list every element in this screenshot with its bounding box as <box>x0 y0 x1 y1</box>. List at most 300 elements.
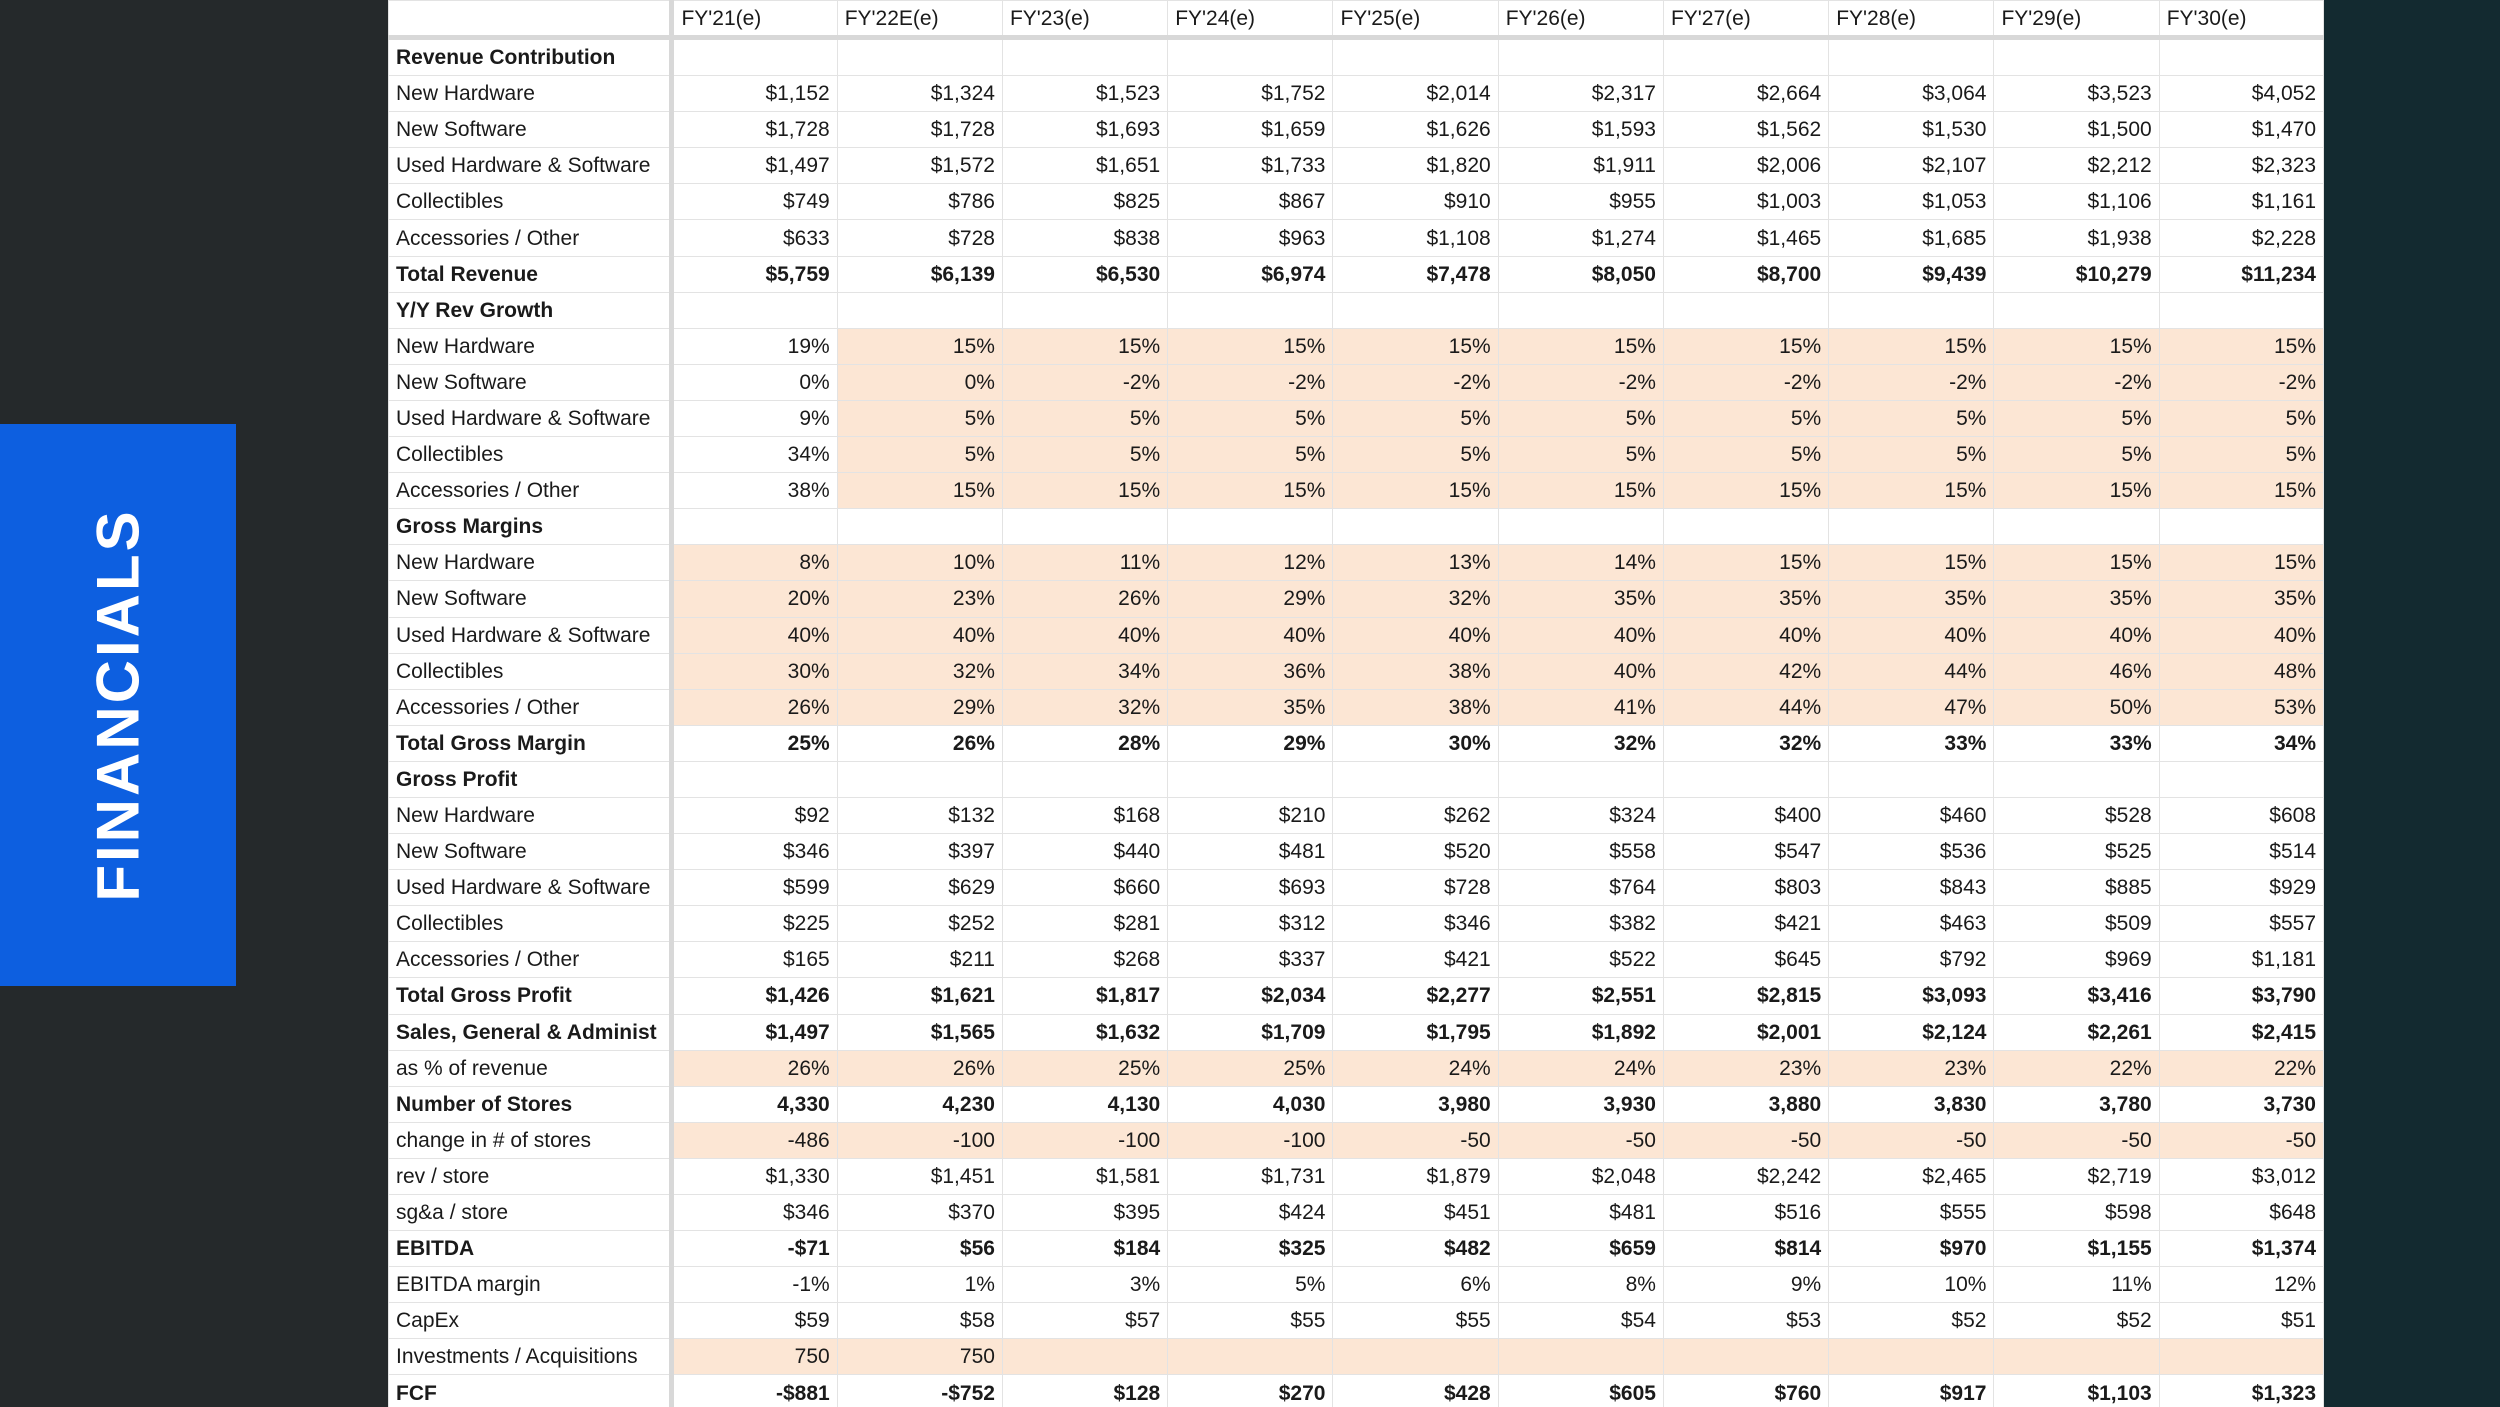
table-cell: $460 <box>1829 797 1994 833</box>
table-cell: 5% <box>1829 400 1994 436</box>
row-label: New Software <box>389 581 672 617</box>
table-cell: $792 <box>1829 942 1994 978</box>
table-cell: 38% <box>672 473 837 509</box>
table-cell <box>1168 761 1333 797</box>
column-header: FY'26(e) <box>1498 1 1663 38</box>
column-header: FY'30(e) <box>2159 1 2323 38</box>
table-cell <box>1994 292 2159 328</box>
table-cell: 3,980 <box>1333 1086 1498 1122</box>
table-cell <box>1663 509 1828 545</box>
table-cell: $10,279 <box>1994 256 2159 292</box>
table-cell: 5% <box>837 437 1002 473</box>
row-label: Gross Margins <box>389 509 672 545</box>
table-cell: $6,974 <box>1168 256 1333 292</box>
financials-sheet <box>388 0 2324 1407</box>
table-cell: 40% <box>1663 617 1828 653</box>
table-row <box>389 870 2324 906</box>
table-row <box>389 400 2324 436</box>
row-label: New Software <box>389 834 672 870</box>
header-corner-cell <box>389 1 672 38</box>
table-cell: 750 <box>837 1339 1002 1375</box>
table-cell: $1,465 <box>1663 220 1828 256</box>
table-row <box>389 653 2324 689</box>
table-cell: 3% <box>1002 1267 1167 1303</box>
table-cell: $648 <box>2159 1195 2323 1231</box>
table-cell: 50% <box>1994 689 2159 725</box>
table-cell: $1,593 <box>1498 112 1663 148</box>
table-cell: $337 <box>1168 942 1333 978</box>
table-cell: $843 <box>1829 870 1994 906</box>
table-row <box>389 797 2324 833</box>
table-cell: $1,659 <box>1168 112 1333 148</box>
table-cell: 40% <box>1002 617 1167 653</box>
table-cell: $463 <box>1829 906 1994 942</box>
table-cell: $324 <box>1498 797 1663 833</box>
row-label: Accessories / Other <box>389 689 672 725</box>
table-cell <box>672 38 837 76</box>
table-cell: 34% <box>1002 653 1167 689</box>
table-cell <box>1002 38 1167 76</box>
table-cell: -2% <box>1829 364 1994 400</box>
table-cell: $370 <box>837 1195 1002 1231</box>
table-cell: $312 <box>1168 906 1333 942</box>
table-cell: 25% <box>672 725 837 761</box>
table-cell: 9% <box>672 400 837 436</box>
table-cell: 15% <box>1994 473 2159 509</box>
table-cell: $1,330 <box>672 1158 837 1194</box>
table-cell: 13% <box>1333 545 1498 581</box>
table-cell: 5% <box>1002 400 1167 436</box>
table-cell: -50 <box>1829 1122 1994 1158</box>
table-cell: $917 <box>1829 1375 1994 1407</box>
table-cell: 5% <box>2159 437 2323 473</box>
table-cell: 3,830 <box>1829 1086 1994 1122</box>
table-cell: $760 <box>1663 1375 1828 1407</box>
table-cell: $633 <box>672 220 837 256</box>
column-header: FY'25(e) <box>1333 1 1498 38</box>
column-header: FY'27(e) <box>1663 1 1828 38</box>
table-cell: $1,523 <box>1002 76 1167 112</box>
row-label: rev / store <box>389 1158 672 1194</box>
table-cell: $1,497 <box>672 148 837 184</box>
table-cell: $558 <box>1498 834 1663 870</box>
table-cell: $1,053 <box>1829 184 1994 220</box>
table-cell: 40% <box>1498 617 1663 653</box>
table-cell: $1,879 <box>1333 1158 1498 1194</box>
table-cell: $1,500 <box>1994 112 2159 148</box>
table-cell: $2,815 <box>1663 978 1828 1014</box>
table-cell: $92 <box>672 797 837 833</box>
table-row <box>389 834 2324 870</box>
table-cell: $645 <box>1663 942 1828 978</box>
table-row <box>389 473 2324 509</box>
column-header: FY'28(e) <box>1829 1 1994 38</box>
table-row <box>389 256 2324 292</box>
row-label: Used Hardware & Software <box>389 148 672 184</box>
table-cell: -50 <box>1333 1122 1498 1158</box>
column-header: FY'23(e) <box>1002 1 1167 38</box>
table-cell: $252 <box>837 906 1002 942</box>
table-cell: -2% <box>1333 364 1498 400</box>
table-cell: 5% <box>837 400 1002 436</box>
table-cell: 15% <box>1663 328 1828 364</box>
table-cell: $132 <box>837 797 1002 833</box>
table-cell <box>1829 509 1994 545</box>
table-cell: 15% <box>1829 473 1994 509</box>
table-cell: 47% <box>1829 689 1994 725</box>
table-cell: $128 <box>1002 1375 1167 1407</box>
table-row <box>389 1303 2324 1339</box>
table-cell <box>1333 509 1498 545</box>
table-cell: 23% <box>1663 1050 1828 1086</box>
table-cell: 42% <box>1663 653 1828 689</box>
table-cell: 40% <box>1333 617 1498 653</box>
table-cell: $440 <box>1002 834 1167 870</box>
table-cell: 28% <box>1002 725 1167 761</box>
row-label: Used Hardware & Software <box>389 400 672 436</box>
table-row <box>389 1158 2324 1194</box>
table-cell: $1,323 <box>2159 1375 2323 1407</box>
table-cell <box>2159 1339 2323 1375</box>
table-cell: $1,103 <box>1994 1375 2159 1407</box>
table-cell <box>672 292 837 328</box>
table-cell <box>1168 292 1333 328</box>
table-cell <box>1002 761 1167 797</box>
table-cell: 5% <box>1168 437 1333 473</box>
table-cell: $51 <box>2159 1303 2323 1339</box>
table-cell <box>1498 1339 1663 1375</box>
table-cell: 11% <box>1994 1267 2159 1303</box>
table-cell: $184 <box>1002 1231 1167 1267</box>
table-cell: $749 <box>672 184 837 220</box>
table-cell: 35% <box>1994 581 2159 617</box>
table-cell: $929 <box>2159 870 2323 906</box>
table-cell: 15% <box>1333 328 1498 364</box>
table-cell <box>1663 292 1828 328</box>
table-cell: $528 <box>1994 797 2159 833</box>
table-cell: $1,733 <box>1168 148 1333 184</box>
table-cell: 26% <box>672 1050 837 1086</box>
table-cell: $693 <box>1168 870 1333 906</box>
table-row <box>389 1050 2324 1086</box>
table-cell: $1,324 <box>837 76 1002 112</box>
row-label: Y/Y Rev Growth <box>389 292 672 328</box>
table-cell: $2,465 <box>1829 1158 1994 1194</box>
table-cell: 5% <box>1829 437 1994 473</box>
table-cell: $557 <box>2159 906 2323 942</box>
table-cell: -2% <box>1002 364 1167 400</box>
table-cell: 15% <box>1994 545 2159 581</box>
table-cell: 36% <box>1168 653 1333 689</box>
table-cell: $52 <box>1994 1303 2159 1339</box>
table-cell: $481 <box>1498 1195 1663 1231</box>
table-cell: $885 <box>1994 870 2159 906</box>
table-cell: $814 <box>1663 1231 1828 1267</box>
row-label: sg&a / store <box>389 1195 672 1231</box>
row-label: Number of Stores <box>389 1086 672 1122</box>
table-cell: 15% <box>1002 328 1167 364</box>
table-cell: $536 <box>1829 834 1994 870</box>
table-cell: $786 <box>837 184 1002 220</box>
table-cell: $6,530 <box>1002 256 1167 292</box>
table-cell <box>1994 509 2159 545</box>
table-cell: $400 <box>1663 797 1828 833</box>
column-header: FY'24(e) <box>1168 1 1333 38</box>
table-cell: 10% <box>1829 1267 1994 1303</box>
column-header: FY'21(e) <box>672 1 837 38</box>
table-cell: $5,759 <box>672 256 837 292</box>
table-cell: -2% <box>2159 364 2323 400</box>
table-cell: 32% <box>1663 725 1828 761</box>
table-cell: 24% <box>1333 1050 1498 1086</box>
table-row <box>389 148 2324 184</box>
table-cell <box>2159 38 2323 76</box>
table-cell: $1,497 <box>672 1014 837 1050</box>
table-cell: $2,317 <box>1498 76 1663 112</box>
table-cell: 33% <box>1829 725 1994 761</box>
table-cell: 40% <box>1829 617 1994 653</box>
table-cell: 25% <box>1002 1050 1167 1086</box>
table-row <box>389 1014 2324 1050</box>
table-cell: $2,415 <box>2159 1014 2323 1050</box>
table-cell: 9% <box>1663 1267 1828 1303</box>
table-cell: 5% <box>1498 400 1663 436</box>
table-cell: 48% <box>2159 653 2323 689</box>
table-cell: $54 <box>1498 1303 1663 1339</box>
table-cell <box>1994 761 2159 797</box>
row-label: Collectibles <box>389 906 672 942</box>
table-cell <box>1994 1339 2159 1375</box>
table-cell: 38% <box>1333 653 1498 689</box>
table-cell: -2% <box>1168 364 1333 400</box>
table-cell: $1,693 <box>1002 112 1167 148</box>
table-cell <box>1663 38 1828 76</box>
table-cell: 15% <box>1498 328 1663 364</box>
row-label: EBITDA <box>389 1231 672 1267</box>
table-cell: $1,572 <box>837 148 1002 184</box>
row-label: Accessories / Other <box>389 473 672 509</box>
table-row <box>389 1267 2324 1303</box>
table-cell: $2,323 <box>2159 148 2323 184</box>
row-label: Accessories / Other <box>389 942 672 978</box>
table-cell: 15% <box>1168 328 1333 364</box>
table-cell <box>1663 1339 1828 1375</box>
table-cell: 4,130 <box>1002 1086 1167 1122</box>
table-cell: $1,426 <box>672 978 837 1014</box>
table-cell <box>1168 509 1333 545</box>
table-cell: $168 <box>1002 797 1167 833</box>
table-cell: $57 <box>1002 1303 1167 1339</box>
row-label: New Hardware <box>389 76 672 112</box>
table-cell: $825 <box>1002 184 1167 220</box>
table-cell <box>1333 1339 1498 1375</box>
table-cell: $2,242 <box>1663 1158 1828 1194</box>
table-cell: $9,439 <box>1829 256 1994 292</box>
table-cell: $2,048 <box>1498 1158 1663 1194</box>
row-label: EBITDA margin <box>389 1267 672 1303</box>
table-cell: 29% <box>837 689 1002 725</box>
table-cell: -50 <box>2159 1122 2323 1158</box>
table-cell: -486 <box>672 1122 837 1158</box>
table-cell: $3,064 <box>1829 76 1994 112</box>
table-cell: $165 <box>672 942 837 978</box>
table-cell: 40% <box>1168 617 1333 653</box>
table-cell: 3,730 <box>2159 1086 2323 1122</box>
table-cell <box>837 38 1002 76</box>
table-cell: 5% <box>1333 437 1498 473</box>
table-cell: $605 <box>1498 1375 1663 1407</box>
table-cell: 29% <box>1168 581 1333 617</box>
table-cell: $1,728 <box>837 112 1002 148</box>
table-cell: $2,006 <box>1663 148 1828 184</box>
table-cell: $2,212 <box>1994 148 2159 184</box>
table-cell: 10% <box>837 545 1002 581</box>
table-cell: 6% <box>1333 1267 1498 1303</box>
table-cell: $1,161 <box>2159 184 2323 220</box>
table-cell: $1,106 <box>1994 184 2159 220</box>
table-cell: $421 <box>1333 942 1498 978</box>
table-cell: $281 <box>1002 906 1167 942</box>
table-cell: $481 <box>1168 834 1333 870</box>
table-cell: $520 <box>1333 834 1498 870</box>
table-cell: 4,330 <box>672 1086 837 1122</box>
table-cell: 34% <box>2159 725 2323 761</box>
table-cell: 15% <box>1829 545 1994 581</box>
table-row <box>389 1122 2324 1158</box>
table-cell: $1,581 <box>1002 1158 1167 1194</box>
table-cell: $659 <box>1498 1231 1663 1267</box>
table-cell: $1,155 <box>1994 1231 2159 1267</box>
table-cell <box>837 761 1002 797</box>
table-cell: $516 <box>1663 1195 1828 1231</box>
table-cell: $1,451 <box>837 1158 1002 1194</box>
table-cell: $2,107 <box>1829 148 1994 184</box>
table-row <box>389 978 2324 1014</box>
table-cell: 26% <box>837 725 1002 761</box>
table-cell: $1,374 <box>2159 1231 2323 1267</box>
table-cell: $3,093 <box>1829 978 1994 1014</box>
table-cell: 23% <box>1829 1050 1994 1086</box>
table-cell <box>1333 38 1498 76</box>
table-cell: $2,001 <box>1663 1014 1828 1050</box>
table-row <box>389 364 2324 400</box>
table-cell: $346 <box>672 1195 837 1231</box>
table-cell: $56 <box>837 1231 1002 1267</box>
table-cell: $1,795 <box>1333 1014 1498 1050</box>
table-cell: $1,685 <box>1829 220 1994 256</box>
table-cell <box>837 509 1002 545</box>
table-cell: $270 <box>1168 1375 1333 1407</box>
table-row <box>389 725 2324 761</box>
table-cell: $525 <box>1994 834 2159 870</box>
table-cell: 35% <box>1498 581 1663 617</box>
table-cell: 5% <box>1663 400 1828 436</box>
table-cell <box>1498 761 1663 797</box>
table-cell: $2,719 <box>1994 1158 2159 1194</box>
table-cell: 22% <box>2159 1050 2323 1086</box>
table-row <box>389 509 2324 545</box>
table-cell: $1,003 <box>1663 184 1828 220</box>
table-cell <box>1002 1339 1167 1375</box>
table-row <box>389 942 2324 978</box>
table-cell: 5% <box>1994 437 2159 473</box>
table-cell: 5% <box>1168 1267 1333 1303</box>
row-label: Total Gross Margin <box>389 725 672 761</box>
table-cell: 15% <box>1829 328 1994 364</box>
table-cell: $2,261 <box>1994 1014 2159 1050</box>
table-cell: 22% <box>1994 1050 2159 1086</box>
table-cell: 3,880 <box>1663 1086 1828 1122</box>
table-cell: $547 <box>1663 834 1828 870</box>
table-cell: 15% <box>837 328 1002 364</box>
table-cell: 40% <box>1994 617 2159 653</box>
table-cell: 24% <box>1498 1050 1663 1086</box>
table-cell: $629 <box>837 870 1002 906</box>
table-cell: 5% <box>1002 437 1167 473</box>
table-cell: $482 <box>1333 1231 1498 1267</box>
row-label: New Hardware <box>389 328 672 364</box>
table-cell: 1% <box>837 1267 1002 1303</box>
row-label: Sales, General & Administ <box>389 1014 672 1050</box>
table-cell <box>2159 761 2323 797</box>
table-row <box>389 906 2324 942</box>
table-cell: 12% <box>1168 545 1333 581</box>
table-cell: 15% <box>1994 328 2159 364</box>
table-row <box>389 1231 2324 1267</box>
table-cell: $7,478 <box>1333 256 1498 292</box>
financials-table <box>388 0 2324 1407</box>
table-cell: 26% <box>837 1050 1002 1086</box>
table-cell: $3,523 <box>1994 76 2159 112</box>
table-cell: $210 <box>1168 797 1333 833</box>
table-cell: $1,470 <box>2159 112 2323 148</box>
table-cell: $838 <box>1002 220 1167 256</box>
table-cell: $225 <box>672 906 837 942</box>
table-cell: -2% <box>1994 364 2159 400</box>
table-cell <box>1168 38 1333 76</box>
table-cell: $509 <box>1994 906 2159 942</box>
table-cell: $55 <box>1333 1303 1498 1339</box>
table-row <box>389 761 2324 797</box>
table-row <box>389 689 2324 725</box>
table-cell: 26% <box>1002 581 1167 617</box>
table-cell: $1,152 <box>672 76 837 112</box>
table-cell: $262 <box>1333 797 1498 833</box>
table-cell: $346 <box>1333 906 1498 942</box>
table-row <box>389 38 2324 76</box>
table-cell: $55 <box>1168 1303 1333 1339</box>
table-cell: $764 <box>1498 870 1663 906</box>
table-cell: -2% <box>1498 364 1663 400</box>
row-label: Gross Profit <box>389 761 672 797</box>
table-cell: $428 <box>1333 1375 1498 1407</box>
table-cell: $421 <box>1663 906 1828 942</box>
table-cell: 15% <box>1498 473 1663 509</box>
table-cell: 26% <box>672 689 837 725</box>
table-cell: $1,530 <box>1829 112 1994 148</box>
table-cell: $58 <box>837 1303 1002 1339</box>
table-cell <box>1663 761 1828 797</box>
table-cell: $2,277 <box>1333 978 1498 1014</box>
table-cell: $211 <box>837 942 1002 978</box>
table-cell: $4,052 <box>2159 76 2323 112</box>
table-cell <box>837 292 1002 328</box>
row-label: Used Hardware & Software <box>389 617 672 653</box>
table-cell <box>2159 509 2323 545</box>
table-row <box>389 76 2324 112</box>
table-cell <box>1002 292 1167 328</box>
table-cell: $8,050 <box>1498 256 1663 292</box>
